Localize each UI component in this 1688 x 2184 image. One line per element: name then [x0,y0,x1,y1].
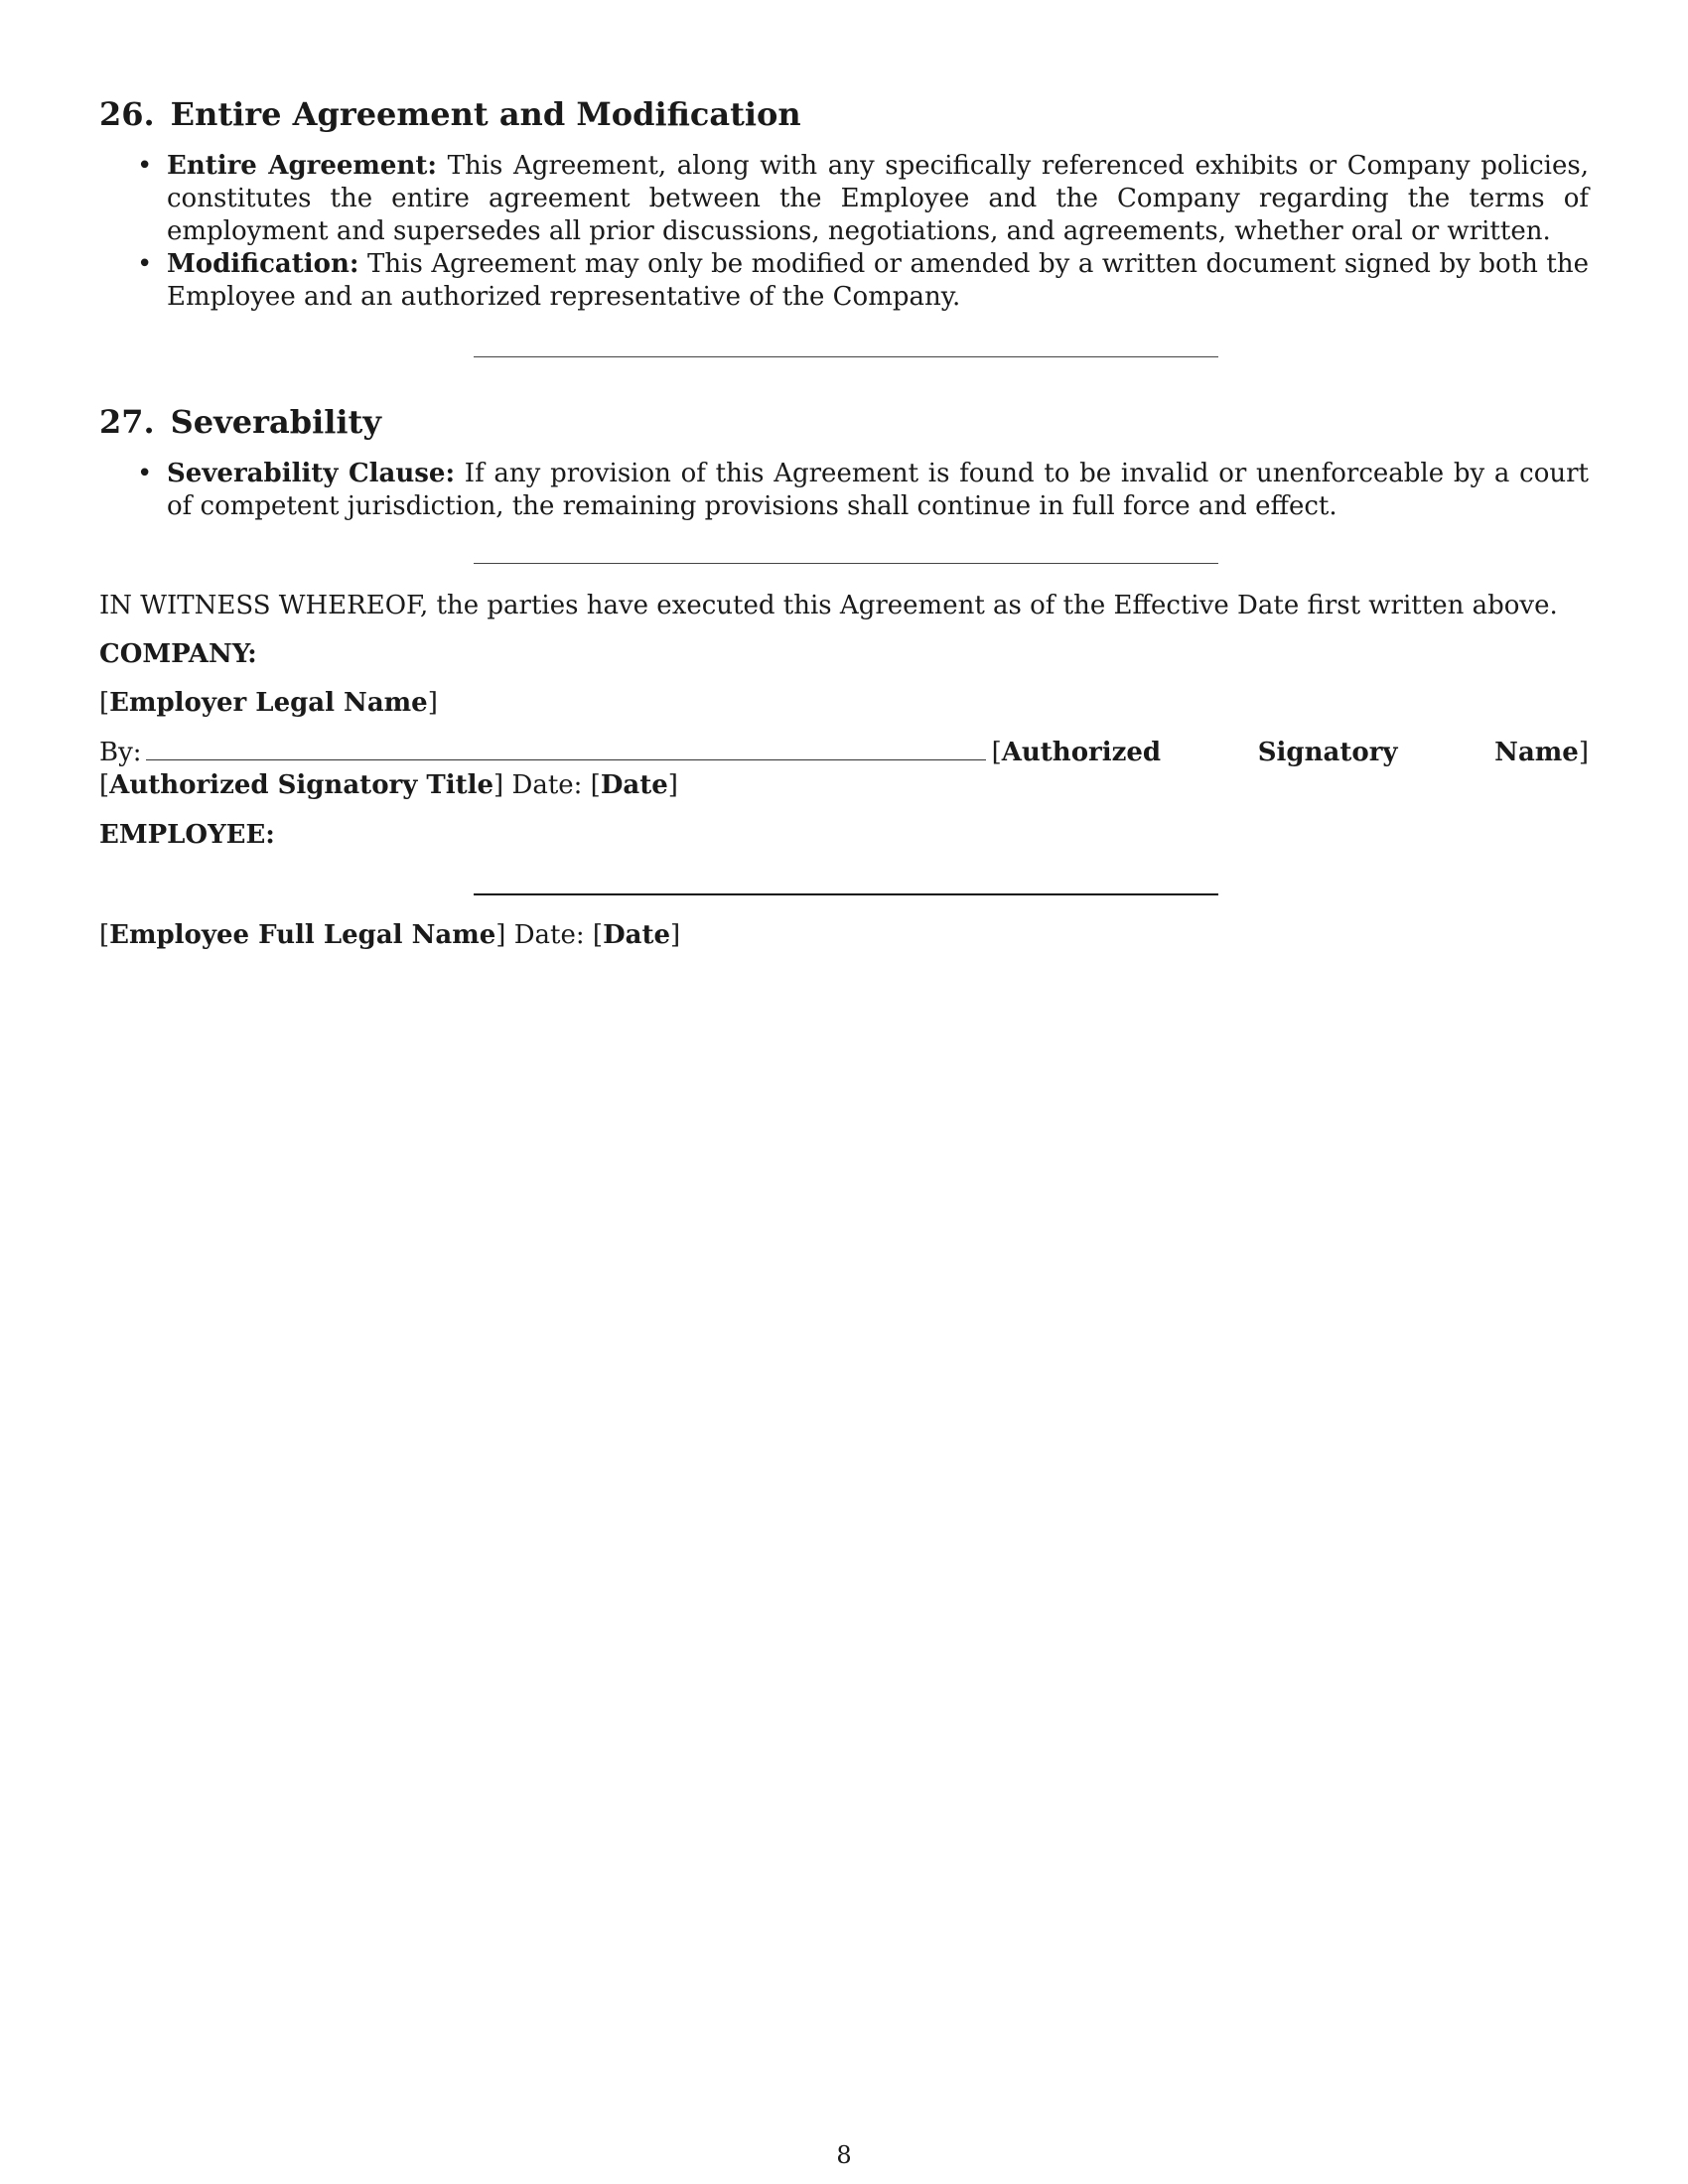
document-page [99,0,1589,2184]
company-date: Date [600,770,668,800]
clause-text: This Agreement may only be modified or amended by a written document signed by both the Employee and an authorized representative of the Company. [167,249,1589,312]
section-divider [474,356,1218,357]
clause-text: This Agreement, along with any specifically referenced exhibits or Company policies, constitutes the entire agreement between the Employee and the Company regarding the terms of employment and supersedes all prior discussions, negotiations, and agreements, whether oral or written. [167,151,1589,246]
employee-label: EMPLOYEE: [99,820,275,850]
section-title: Entire Agreement and Modification [170,95,801,133]
by-label: By: [99,738,142,767]
date-label: Date: [511,770,583,800]
section-27-list [99,458,1589,523]
bullet-icon: • [137,151,153,181]
list-item-severability [99,458,1589,523]
clause-term: Entire Agreement: [167,151,437,181]
signatory-title: Authorized Signatory Title [109,770,494,800]
signatory-name: Authorized Signatory Name [1001,738,1579,767]
section-26-list [99,150,1589,314]
bullet-icon: • [137,459,153,488]
section-number: 27. [99,403,155,441]
employee-signature-line [474,893,1218,895]
witness-statement: IN WITNESS WHEREOF, the parties have executed this Agreement as of the Effective Date first written above. [99,591,1558,620]
clause-term: Severability Clause: [167,459,456,488]
employee-name-line: [Employee Full Legal Name] Date: [Date] [99,920,681,950]
page-number: 8 [836,2141,852,2169]
list-item-modification [99,248,1589,314]
clause-text: If any provision of this Agreement is found to be invalid or unenforceable by a court of competent jurisdiction, the remaining provisions shall continue in full force and effect. [167,459,1589,521]
list-item-entire-agreement [99,150,1589,248]
employee-date: Date [603,920,671,950]
employer-legal-name: [Employer Legal Name] [99,688,438,718]
employee-full-name: Employee Full Legal Name [109,920,496,950]
date-label: Date: [513,920,585,950]
company-signature-line [146,738,986,760]
section-title: Severability [170,403,381,441]
employer-legal-name-value: Employer Legal Name [109,688,428,718]
company-signature-block: By: [Authorized Signatory Name] [Authorized Signatory Title] Date: [Date] [99,738,1589,800]
section-27-heading [99,402,381,442]
clause-term: Modification: [167,249,359,279]
section-26-heading [99,94,801,134]
section-divider [474,563,1218,564]
bullet-icon: • [137,249,153,279]
company-label: COMPANY: [99,639,257,669]
section-number: 26. [99,95,155,133]
